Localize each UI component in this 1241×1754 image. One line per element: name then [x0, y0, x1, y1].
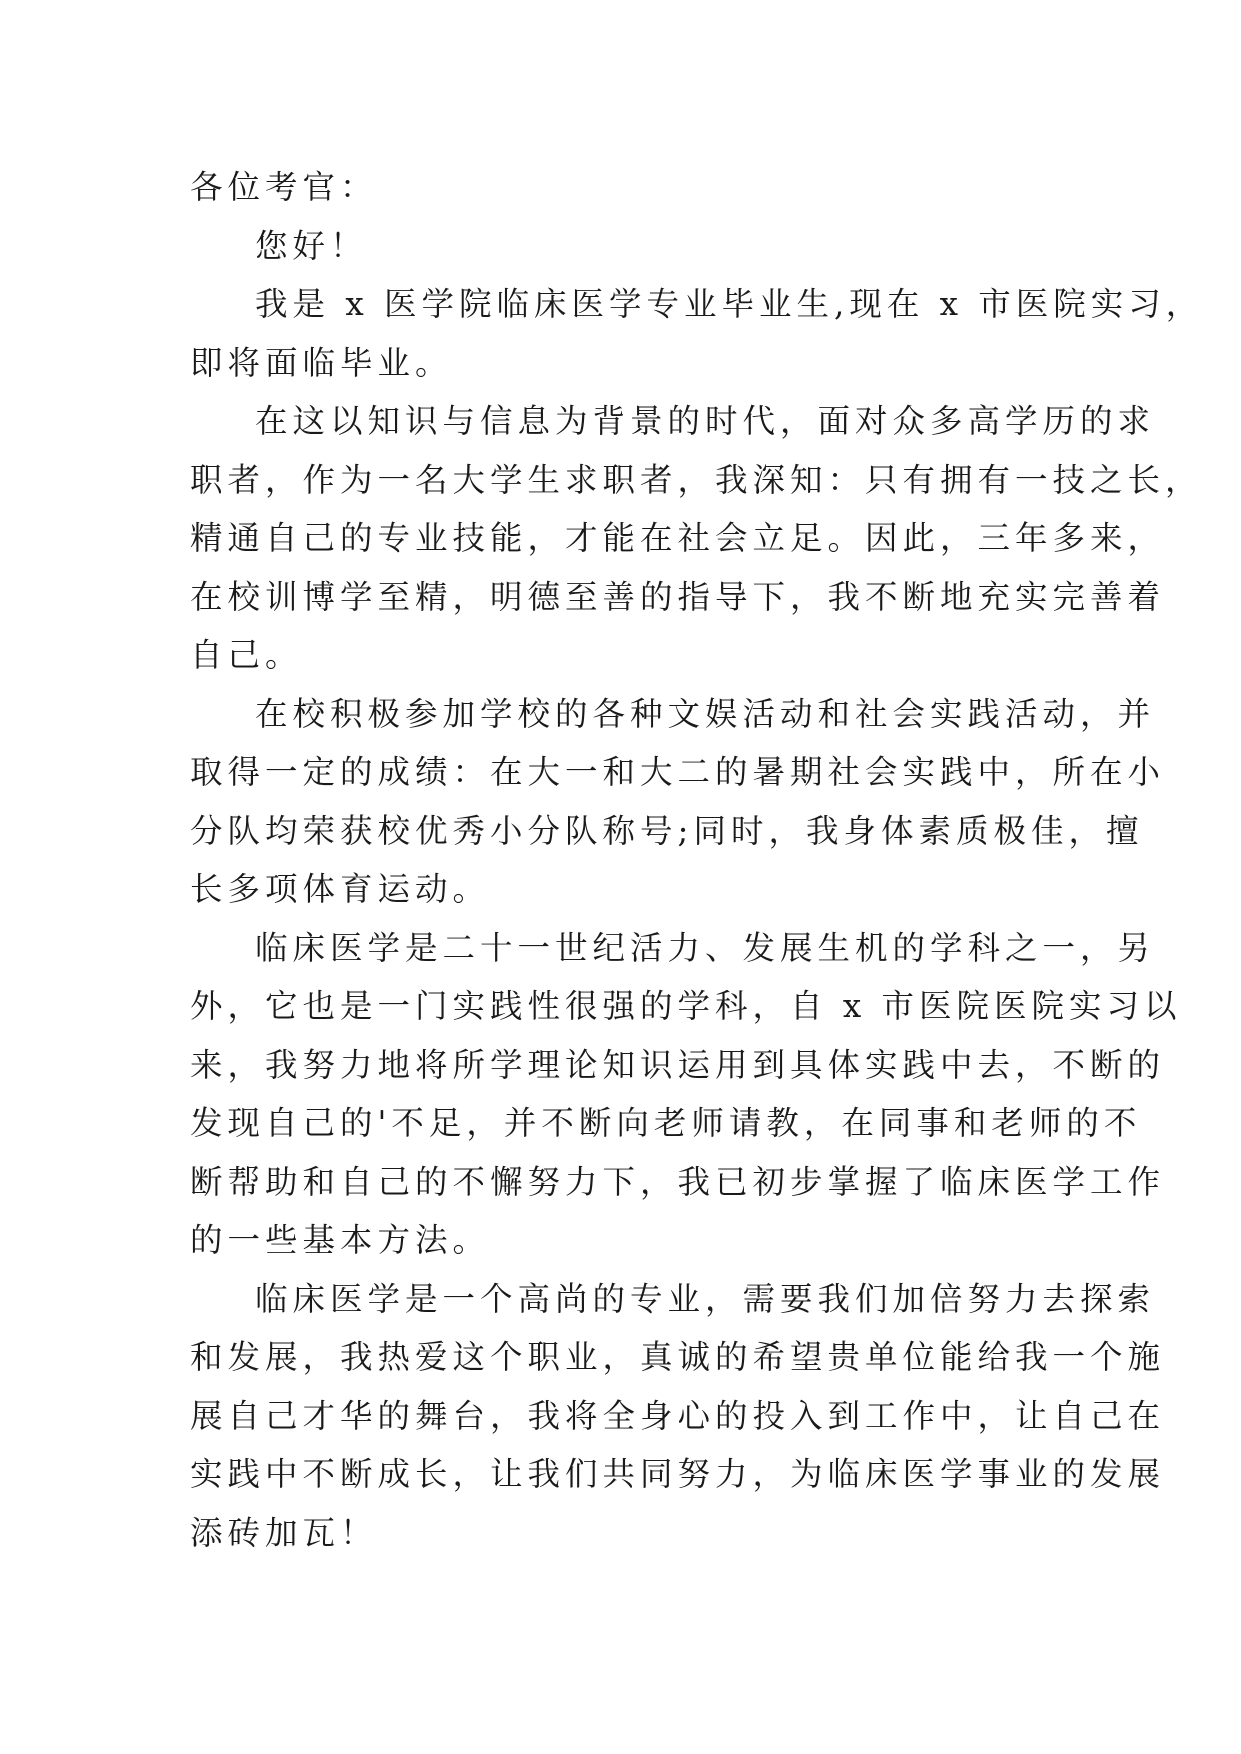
paragraph-2 — [190, 392, 1203, 685]
paragraph-line: 取得一定的成绩：在大一和大二的暑期社会实践中，所在小 — [190, 753, 1166, 791]
paragraph-line: 临床医学是一个高尚的专业，需要我们加倍努力去探索 — [255, 1279, 1156, 1318]
paragraph-line: 发现自己的'不足，并不断向老师请教，在同事和老师的不 — [190, 1104, 1142, 1142]
paragraph-1 — [190, 275, 1204, 392]
paragraph-4 — [190, 919, 1182, 1270]
letter-body — [190, 158, 1204, 1562]
paragraph-line: 断帮助和自己的不懈努力下，我已初步掌握了临床医学工作 — [190, 1162, 1166, 1201]
paragraph-line: 精通自己的专业技能，才能在社会立足。因此，三年多来， — [190, 519, 1166, 557]
greeting: 您好！ — [255, 226, 368, 265]
paragraph-line: 分队均荣获校优秀小分队称号;同时，我身体素质极佳，擅 — [190, 811, 1144, 850]
paragraph-line: 的一些基本方法。 — [190, 1221, 491, 1259]
paragraph-line: 长多项体育运动。 — [190, 870, 491, 908]
paragraph-line: 在校积极参加学校的各种文娱活动和社会实践活动，并 — [255, 694, 1156, 733]
paragraph-5 — [190, 1270, 1166, 1563]
paragraph-line: 即将面临毕业。 — [190, 343, 453, 382]
paragraph-line: 实践中不断成长，让我们共同努力，为临床医学事业的发展 — [190, 1455, 1166, 1493]
paragraph-line: 在校训博学至精，明德至善的指导下，我不断地充实完善着 — [190, 577, 1166, 616]
paragraph-line: 和发展，我热爱这个职业，真诚的希望贵单位能给我一个施 — [190, 1338, 1166, 1376]
paragraph-line: 展自己才华的舞台，我将全身心的投入到工作中，让自己在 — [190, 1396, 1166, 1435]
paragraph-line: 我是 x 医学院临床医学专业毕业生,现在 x 市医院实习， — [255, 285, 1204, 323]
paragraph-line: 临床医学是二十一世纪活力、发展生机的学科之一，另 — [255, 928, 1156, 967]
salutation: 各位考官： — [190, 168, 378, 206]
paragraph-line: 外，它也是一门实践性很强的学科，自 x 市医院医院实习以 — [190, 987, 1182, 1025]
paragraph-line: 来，我努力地将所学理论知识运用到具体实践中去，不断的 — [190, 1045, 1166, 1084]
paragraph-line: 在这以知识与信息为背景的时代，面对众多高学历的求 — [255, 402, 1156, 440]
paragraph-line: 添砖加瓦！ — [190, 1513, 378, 1552]
paragraph-line: 职者，作为一名大学生求职者，我深知：只有拥有一技之长， — [190, 460, 1203, 499]
paragraph-line: 自己。 — [190, 636, 303, 674]
paragraph-3 — [190, 685, 1166, 919]
